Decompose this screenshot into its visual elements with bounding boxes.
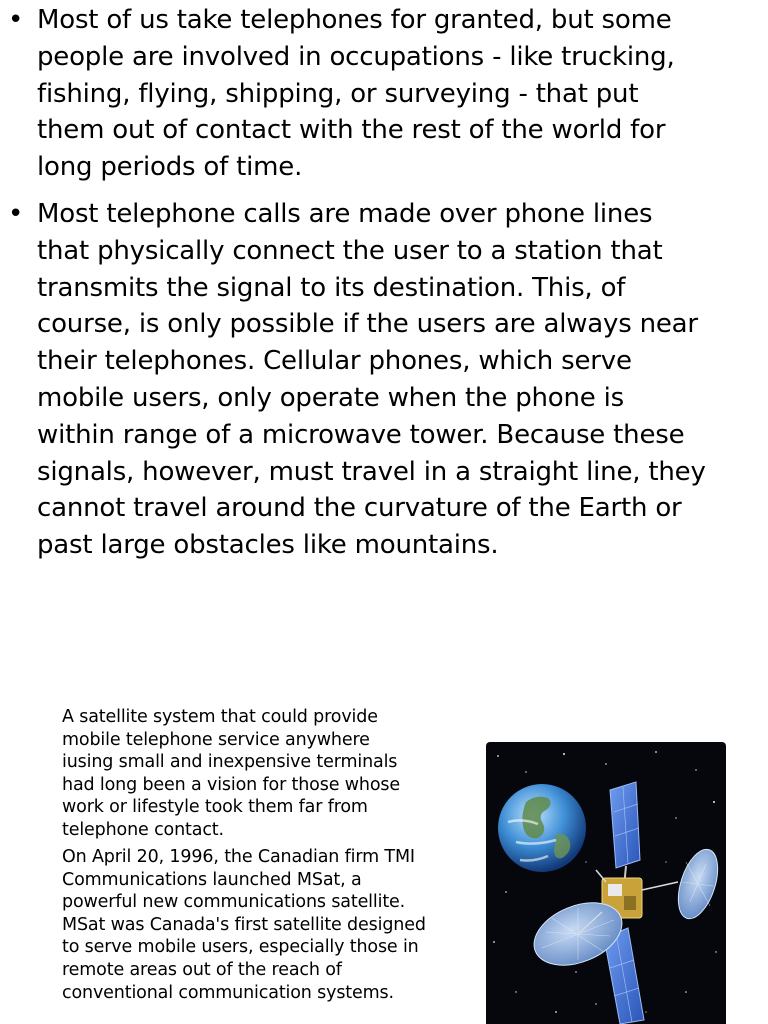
bullet-text: Most telephone calls are made over phone lines that physically connect the user to a station that transmits the signal to its destination. This, of course, is only possible if the users are always near their telephones. Cellular phones, which serve mobile users, only operate when the phone is within range of a microwave tower. Because these signals, however, must travel in a straight line, they cannot travel around the curvature of the Earth or past large obstacles like mountains. [37,199,706,561]
bullet-text: Most of us take telephones for granted, but some people are involved in occupations - like trucking, fishing, flying, shipping, or surveying - that put them out of contact with the rest of the world for long periods of time. [37,5,675,183]
satellite-vision-paragraph: A satellite system that could provide mobile telephone service anywhere iusing small and inexpensive terminals had long been a vision for those whose work or lifestyle took them far from telephone contact. [62,707,400,840]
bullet-item [0,196,756,564]
satellite-illustration [486,742,726,1024]
bullet-point: • [8,199,24,229]
earth [498,784,586,872]
upper-solar-panel [610,782,640,868]
bullet-point: • [8,5,24,35]
bullet-item [0,2,756,186]
right-antenna-dish [671,845,726,924]
msat-launch-paragraph: On April 20, 1996, the Canadian firm TMI Communications launched MSat, a powerful new communications satellite. MSat was Canada's first satellite designed to serve mobile users, especially those in remote areas out of the reach of conventional communication systems. [62,847,426,1003]
satellite-svg [486,742,726,1024]
